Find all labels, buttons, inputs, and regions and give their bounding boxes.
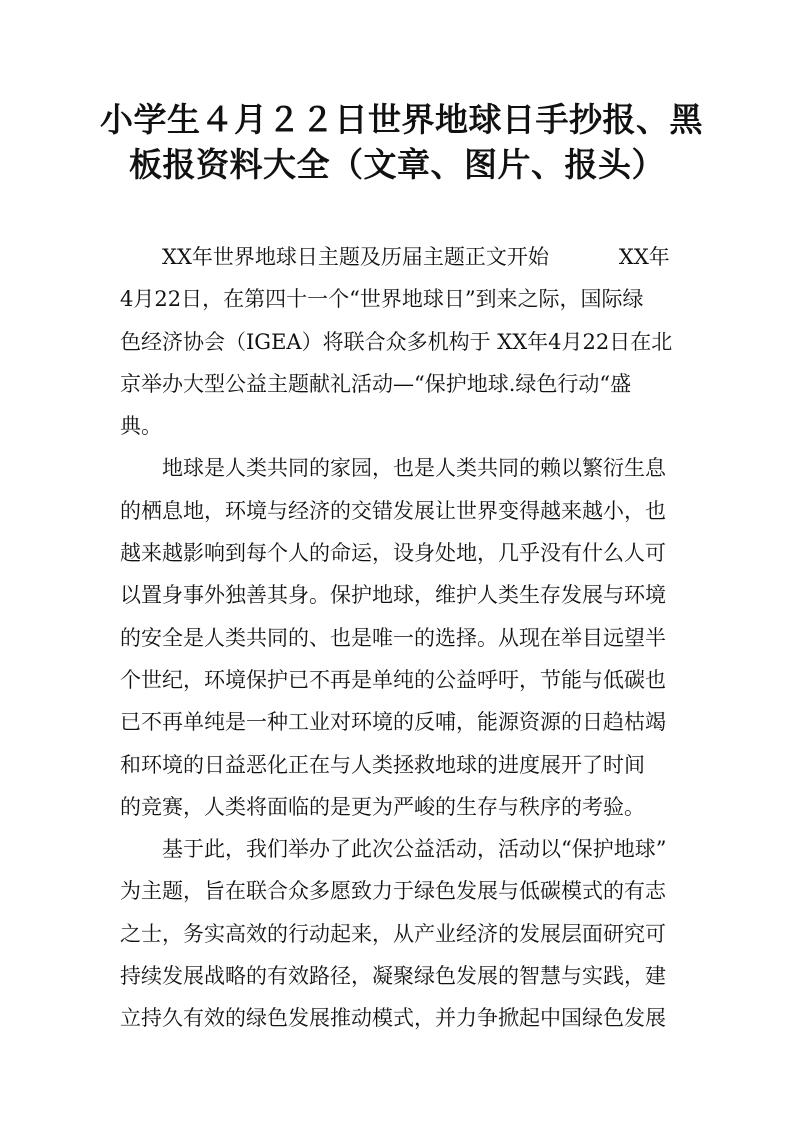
paragraph-2-line: 以置身事外独善其身。保护地球，维护人类生存发展与环境: [120, 583, 666, 608]
paragraph-3-line: 基于此，我们举办了此次公益活动，活动以“保护地球”: [162, 837, 667, 862]
paragraph-2-line: 个世纪，环境保护已不再是单纯的公益呼吁，节能与低碳也: [120, 667, 666, 692]
paragraph-1-line: 色经济协会（IGEA）将联合众多机构于 XX年4月22日在北: [120, 329, 673, 354]
paragraph-1-line-1: [120, 236, 680, 278]
paragraph-3-line: 持续发展战略的有效路径，凝聚绿色发展的智慧与实践，建: [120, 964, 666, 989]
paragraph-3-line: 之士，务实高效的行动起来，从产业经济的发展层面研究可: [120, 921, 666, 946]
paragraph-3-line: 立持久有效的绿色发展推动模式，并力争掀起中国绿色发展: [120, 1006, 666, 1031]
paragraph-2-line: 已不再单纯是一种工业对环境的反哺，能源资源的日趋枯竭: [120, 710, 666, 735]
paragraph-3-line: 为主题，旨在联合众多愿致力于绿色发展与低碳模式的有志: [120, 879, 666, 904]
paragraph-1-year-text: XX年: [618, 245, 670, 269]
paragraph-2-line: 的竞赛，人类将面临的是更为严峻的生存与秩序的考验。: [120, 794, 645, 819]
document-title-line-1: 小学生４月２２日世界地球日手抄报、黑: [100, 100, 703, 139]
paragraph-2-line: 地球是人类共同的家园，也是人类共同的赖以繁衍生息: [162, 456, 666, 481]
paragraph-1-line: 典。: [120, 414, 162, 439]
paragraph-2-line: 和环境的日益恶化正在与人类拯救地球的进度展开了时间: [120, 752, 645, 777]
paragraph-2-line: 越来越影响到每个人的命运，设身处地，几乎没有什么人可: [120, 541, 666, 566]
paragraph-1-heading-text: XX年世界地球日主题及历届主题正文开始: [162, 245, 549, 269]
paragraph-2-line: 的安全是人类共同的、也是唯一的选择。从现在举目远望半: [120, 625, 666, 650]
paragraph-2-line: 的栖息地，环境与经济的交错发展让世界变得越来越小，也: [120, 498, 666, 523]
paragraph-1-line: 4月22日，在第四十一个“世界地球日”到来之际，国际绿: [120, 287, 644, 312]
document-body: [120, 236, 680, 1040]
document-title-line-2: 板报资料大全（文章、图片、报头）: [129, 145, 665, 184]
paragraph-1-line: 京举办大型公益主题献礼活动—“保护地球.绿色行动“盛: [120, 371, 632, 396]
